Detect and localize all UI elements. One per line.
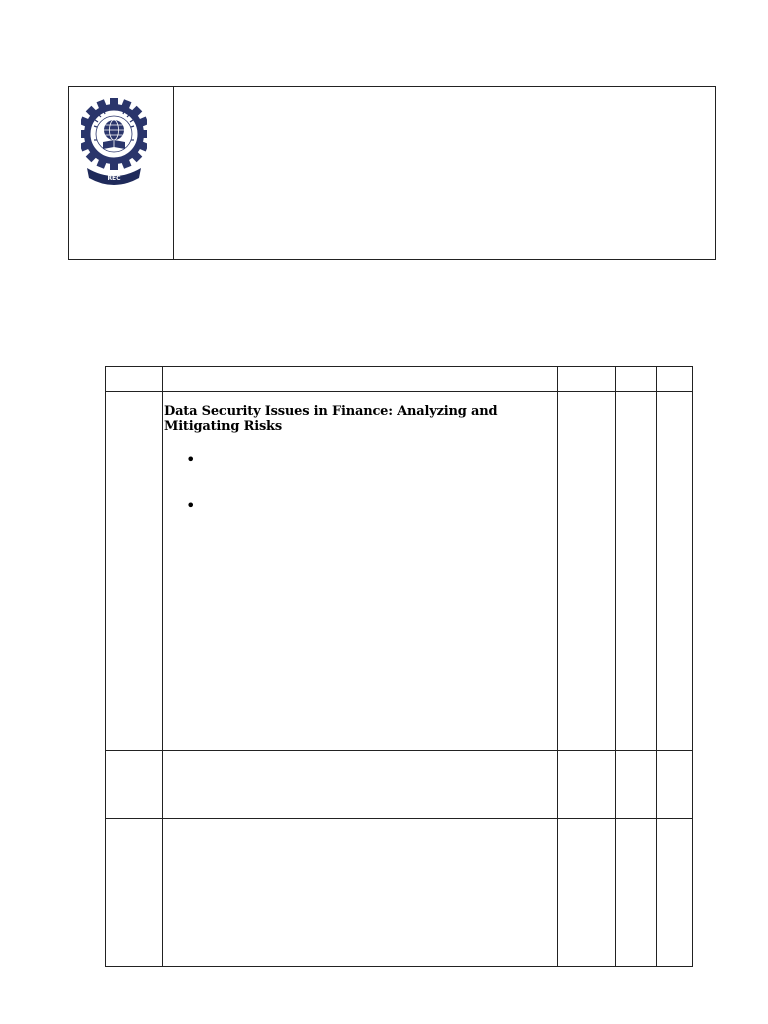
- row-description-cell: [163, 819, 558, 967]
- college-emblem-logo: [81, 94, 147, 188]
- row-cell-b: [616, 751, 657, 819]
- row-no-cell: [106, 751, 163, 819]
- svg-text:REC: REC: [107, 175, 121, 182]
- bullet-icon: •: [186, 496, 196, 515]
- header-cell-no: [106, 367, 163, 392]
- header-cell-c: [657, 367, 693, 392]
- row-cell-b: [616, 392, 657, 751]
- header-cell-description: [163, 367, 558, 392]
- table-header-row: [106, 367, 693, 392]
- list-item: [163, 498, 557, 544]
- list-item: [163, 452, 557, 498]
- table-row: [106, 819, 693, 967]
- table-row: [106, 392, 693, 751]
- row-cell-c: [657, 392, 693, 751]
- header-body-cell: [174, 87, 715, 259]
- bullet-icon: •: [186, 450, 196, 469]
- row-no-cell: [106, 392, 163, 751]
- row-cell-a: [558, 392, 616, 751]
- row-cell-b: [616, 819, 657, 967]
- header-logo-cell: [69, 87, 174, 259]
- bullet-list: [163, 452, 557, 544]
- row-cell-c: [657, 819, 693, 967]
- table-row: [106, 751, 693, 819]
- row-no-cell: [106, 819, 163, 967]
- header-cell-a: [558, 367, 616, 392]
- task-table: [105, 366, 693, 967]
- header-cell-b: [616, 367, 657, 392]
- row-cell-c: [657, 751, 693, 819]
- row-description-cell: [163, 751, 558, 819]
- row-cell-a: [558, 819, 616, 967]
- row-cell-a: [558, 751, 616, 819]
- row-description-cell: [163, 392, 558, 751]
- header-box: [68, 86, 716, 260]
- task-title: Data Security Issues in Finance: Analyzing and Mitigating Risks: [164, 404, 498, 434]
